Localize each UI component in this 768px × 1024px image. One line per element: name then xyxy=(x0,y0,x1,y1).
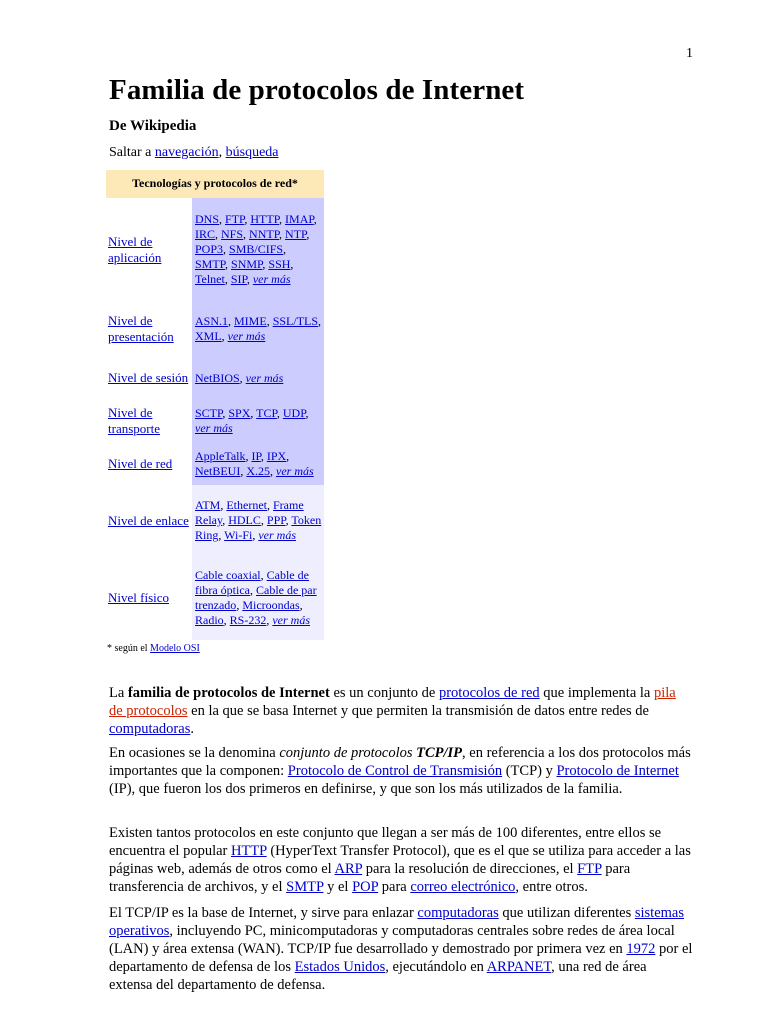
level-link-fisico[interactable]: Nivel físico xyxy=(108,590,170,605)
protocol-link[interactable]: XML xyxy=(195,329,222,343)
protocol-link[interactable]: ATM xyxy=(195,498,221,512)
protocol-link[interactable]: Wi-Fi xyxy=(224,528,253,542)
text: En ocasiones se la denomina xyxy=(109,745,280,761)
jump-prefix: Saltar a xyxy=(109,145,155,160)
text: para transferencia de archivos, y el xyxy=(109,861,631,895)
link-smtp[interactable]: SMTP xyxy=(286,879,324,895)
see-more-link[interactable]: ver más xyxy=(252,272,291,286)
bold-italic-term: TCP/IP xyxy=(416,745,463,761)
text: La xyxy=(109,685,128,701)
protocol-link[interactable]: Frame Relay xyxy=(195,498,304,527)
navigation-link[interactable]: navegación xyxy=(154,145,219,160)
text: , en referencia a los dos protocolos más importantes que la componen: xyxy=(109,745,691,779)
protocol-link[interactable]: AppleTalk xyxy=(195,449,246,463)
level-cell xyxy=(106,198,192,301)
protocols-cell-sesion: NetBIOS, ver más xyxy=(192,357,324,399)
level-cell xyxy=(106,357,192,399)
protocol-link[interactable]: UDP xyxy=(282,406,306,420)
protocols-cell-presentacion: ASN.1, MIME, SSL/TLS, XML, ver más xyxy=(192,301,324,357)
link-arpanet[interactable]: ARPANET xyxy=(486,959,552,975)
search-link[interactable]: búsqueda xyxy=(225,145,279,160)
link-arp[interactable]: ARP xyxy=(334,861,363,877)
protocol-link[interactable]: SNMP xyxy=(231,257,263,271)
protocol-link[interactable]: NetBEUI xyxy=(195,464,241,478)
protocols-infobox xyxy=(106,170,324,640)
link-sistemas-operativos[interactable]: sistemas operativos xyxy=(109,905,684,939)
see-more-link[interactable]: ver más xyxy=(227,329,266,343)
protocol-link[interactable]: TCP xyxy=(256,406,277,420)
protocols-cell-transporte: SCTP, SPX, TCP, UDP, ver más xyxy=(192,399,324,443)
link-pop[interactable]: POP xyxy=(352,879,379,895)
level-link-enlace[interactable]: Nivel de enlace xyxy=(108,512,189,528)
jump-separator: , xyxy=(218,145,226,160)
text: , ejecutándolo en xyxy=(385,959,487,975)
link-computadoras-2[interactable]: computadoras xyxy=(417,905,499,921)
link-http[interactable]: HTTP xyxy=(230,843,267,859)
protocol-link[interactable]: SSL/TLS xyxy=(272,314,319,328)
text: El TCP/IP es la base de Internet, y sirve para enlazar xyxy=(109,905,418,921)
protocol-link[interactable]: IMAP xyxy=(285,212,314,226)
level-cell xyxy=(106,399,192,443)
protocols-cell-fisico: Cable coaxial, Cable de fibra óptica, Cable de par trenzado, Microondas, Radio, RS-232, ver más xyxy=(192,556,324,640)
protocol-link[interactable]: SIP xyxy=(230,272,247,286)
protocols-cell-enlace: ATM, Ethernet, Frame Relay, HDLC, PPP, Token Ring, Wi-Fi, ver más xyxy=(192,485,324,556)
protocols-cell-red: AppleTalk, IP, IPX, NetBEUI, X.25, ver más xyxy=(192,443,324,485)
paragraph-tcpip xyxy=(109,744,693,798)
text: en la que se basa Internet y que permiten la transmisión de datos entre redes de xyxy=(187,703,649,719)
level-link-transporte[interactable]: Nivel de transporte xyxy=(108,405,160,436)
text: . xyxy=(190,721,194,737)
italic-term: conjunto de protocolos xyxy=(279,745,417,761)
protocol-link[interactable]: Token Ring xyxy=(195,513,322,542)
bold-term: familia de protocolos de Internet xyxy=(127,685,330,701)
text: que utilizan diferentes xyxy=(498,905,635,921)
text: es un conjunto de xyxy=(329,685,439,701)
level-link-sesion[interactable]: Nivel de sesión xyxy=(108,370,189,385)
paragraph-history xyxy=(109,904,693,994)
protocol-link[interactable]: Ethernet xyxy=(226,498,267,512)
link-computadoras[interactable]: computadoras xyxy=(109,721,191,737)
text: para xyxy=(378,879,411,895)
text: (TCP) y xyxy=(502,763,557,779)
page-subtitle: De Wikipedia xyxy=(109,118,197,134)
infobox-header: Tecnologías y protocolos de red* xyxy=(106,170,324,198)
level-cell xyxy=(106,485,192,556)
level-cell xyxy=(106,556,192,640)
text: , incluyendo PC, minicomputadoras y computadoras centrales sobre redes de área local (LAN) y área extensa (WAN). TCP/IP fue desarrollado y demostrado por primera vez en xyxy=(109,923,675,957)
see-more-link[interactable]: ver más xyxy=(258,528,296,542)
protocol-link[interactable]: PPP xyxy=(266,513,286,527)
protocol-link[interactable]: Telnet xyxy=(195,272,225,286)
text: (HyperText Transfer Protocol), que es el que se utiliza para acceder a las páginas web, además de otros como el xyxy=(109,843,691,877)
protocol-link[interactable]: Cable de par trenzado xyxy=(195,583,317,612)
see-more-link[interactable]: ver más xyxy=(272,613,311,627)
link-ftp[interactable]: FTP xyxy=(577,861,602,877)
protocol-link[interactable]: SMB/CIFS xyxy=(229,242,284,256)
protocol-link[interactable]: NFS xyxy=(221,227,244,241)
page-number: 1 xyxy=(686,46,693,61)
footnote-text: * según el xyxy=(107,643,151,654)
protocol-link[interactable]: X.25 xyxy=(246,464,270,478)
link-correo-electronico[interactable]: correo electrónico xyxy=(410,879,516,895)
protocol-link[interactable]: POP3 xyxy=(195,242,224,256)
level-link-red[interactable]: Nivel de red xyxy=(108,456,173,471)
protocol-link[interactable]: HTTP xyxy=(250,212,280,226)
link-pila-de-protocolos[interactable]: pila de protocolos xyxy=(109,685,676,719)
protocol-link[interactable]: NNTP xyxy=(249,227,280,241)
protocol-link[interactable]: Radio xyxy=(195,613,224,627)
osi-model-link[interactable]: Modelo OSI xyxy=(150,643,200,654)
protocol-link[interactable]: IRC xyxy=(195,227,216,241)
level-cell xyxy=(106,443,192,485)
text: por el departamento de defensa de los xyxy=(109,941,693,975)
protocol-link[interactable]: HDLC xyxy=(228,513,261,527)
level-link-aplicacion[interactable]: Nivel de aplicación xyxy=(108,233,162,265)
see-more-link[interactable]: ver más xyxy=(276,464,314,478)
protocol-link[interactable]: SMTP xyxy=(195,257,226,271)
see-more-link[interactable]: ver más xyxy=(245,370,284,385)
text: que implementa la xyxy=(539,685,654,701)
text: para la resolución de direcciones, el xyxy=(362,861,578,877)
link-ip[interactable]: Protocolo de Internet xyxy=(556,763,679,779)
level-link-presentacion[interactable]: Nivel de presentación xyxy=(108,313,174,344)
protocol-link[interactable]: DNS xyxy=(195,212,220,226)
protocol-link[interactable]: Cable de fibra óptica xyxy=(195,568,309,597)
level-cell xyxy=(106,301,192,357)
protocol-link[interactable]: NTP xyxy=(285,227,307,241)
paragraph-protocols xyxy=(109,824,693,896)
paragraph-intro xyxy=(109,684,693,738)
protocol-link[interactable]: Microondas xyxy=(242,598,300,612)
link-estados-unidos[interactable]: Estados Unidos xyxy=(294,959,386,975)
protocol-link[interactable]: IPX xyxy=(266,449,287,463)
protocol-link[interactable]: FTP xyxy=(225,212,245,226)
protocol-link[interactable]: ASN.1 xyxy=(195,314,229,328)
text: (IP), que fueron los dos primeros en definirse, y que son los más utilizados de la familia. xyxy=(109,781,623,797)
jump-links xyxy=(109,145,279,161)
page-title: Familia de protocolos de Internet xyxy=(109,74,525,106)
protocol-link[interactable]: RS-232 xyxy=(229,613,267,627)
protocols-cell-aplicacion: DNS, FTP, HTTP, IMAP, IRC, NFS, NNTP, NTP, POP3, SMB/CIFS, SMTP, SNMP, SSH, Telnet, SIP, ver más xyxy=(192,198,324,301)
text: , entre otros. xyxy=(515,879,588,895)
protocol-link[interactable]: NetBIOS xyxy=(195,370,240,385)
see-more-link[interactable]: ver más xyxy=(195,421,233,435)
protocol-link[interactable]: SCTP xyxy=(195,406,223,420)
link-tcp[interactable]: Protocolo de Control de Transmisión xyxy=(287,763,503,779)
infobox-footnote xyxy=(107,643,200,654)
link-1972[interactable]: 1972 xyxy=(626,941,656,957)
protocol-link[interactable]: MIME xyxy=(234,314,267,328)
protocol-link[interactable]: IP xyxy=(251,449,261,463)
text: Existen tantos protocolos en este conjunto que llegan a ser más de 100 diferentes, entre ellos se encuentra el popular xyxy=(109,825,662,859)
protocol-link[interactable]: SSH xyxy=(268,257,291,271)
protocol-link[interactable]: Cable coaxial xyxy=(195,568,261,582)
link-protocolos-de-red[interactable]: protocolos de red xyxy=(438,685,540,701)
protocol-link[interactable]: SPX xyxy=(228,406,251,420)
text: , una red de área extensa del departamento de defensa. xyxy=(109,959,647,993)
text: y el xyxy=(323,879,353,895)
